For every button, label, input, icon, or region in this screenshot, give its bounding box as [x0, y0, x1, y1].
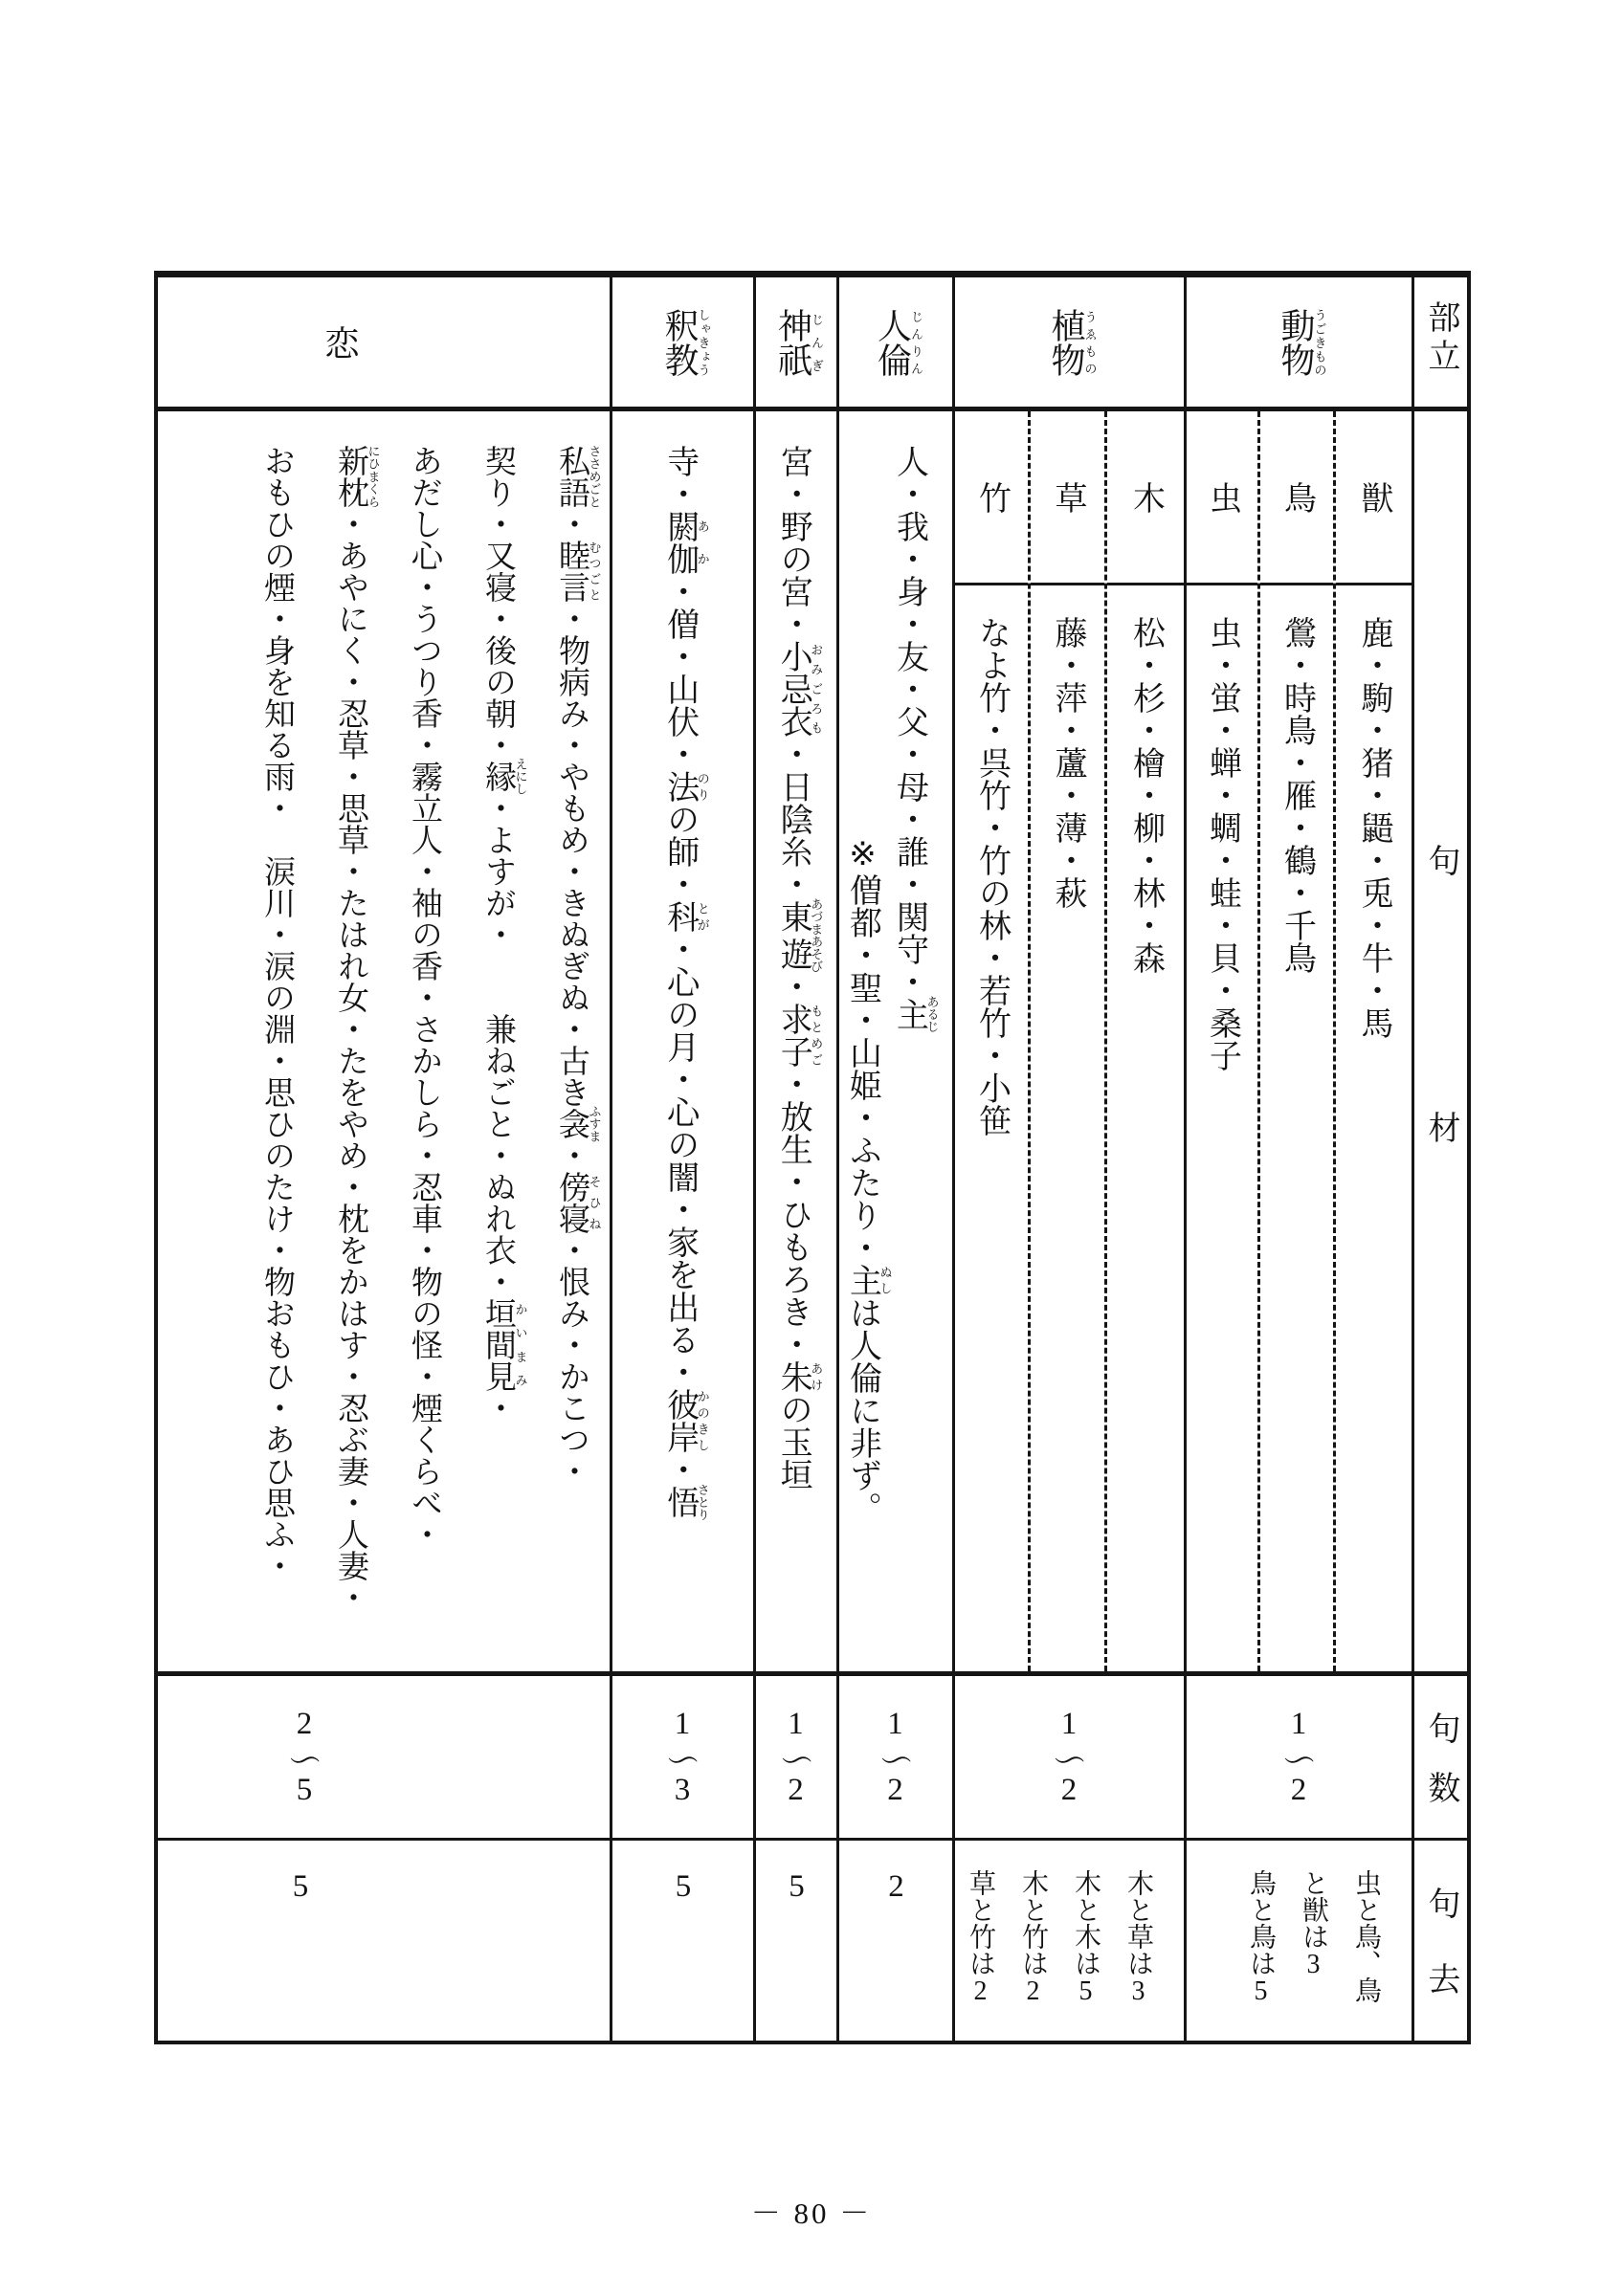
- koi-kyoko-value: 5: [283, 1869, 318, 1904]
- koi-header-cell: [158, 277, 610, 411]
- tori-body-cell: [1260, 585, 1333, 1671]
- subcolumn-tori: [1260, 411, 1336, 1671]
- tori-body-text: 鶯・時鳥・雁・鶴・千鳥: [1278, 616, 1315, 974]
- ki-body-text: 松・杉・檜・柳・林・森: [1127, 616, 1164, 974]
- shokubutsu-kusu-cell: [955, 1676, 1184, 1841]
- shokubutsu-kusu-value: 1～2: [1052, 1707, 1086, 1807]
- jingi-kyoko-cell: [756, 1841, 836, 2041]
- butate-header-char-2: 立: [1423, 338, 1458, 371]
- jinrin-kusu-value: 1～2: [878, 1707, 913, 1807]
- column-jinrin: [839, 277, 955, 2041]
- shakkyo-header: 釈教しゃきょう: [660, 307, 711, 377]
- subcolumn-ki: [1107, 411, 1184, 1671]
- koi-body-text: 私語ささめごと・睦言むつごと・物病み・やもめ・きぬぎぬ・古き衾ふすま・傍寝そひね・恨み・かこつ・ 契り・又寝・後の朝・縁えにし・よすが・ 兼ねごと・ぬれ衣・垣間見かいまみ・ あだし心・うつり香・霧立人・袖の香・さかしら・忍車・物の怪・煙くらべ・ 新枕にひまくら・あやにく・忍草・思草・たはれ女・たをやめ・枕をかはす・忍ぶ妻・人妻・ おもひの煙・身を知る雨・ 涙川・涙の淵・思ひのたけ・物おもひ・あひ思ふ・: [259, 445, 602, 1613]
- kyoko-label-cell: [1414, 1841, 1467, 2041]
- jinrin-body-text: 人・我・身・友・父・母・誰・関守・主あるじ ※僧都・聖・山姫・ふたり・主ぬしは人倫に非ず。: [844, 445, 940, 1524]
- doubutsu-kusu-value: 1～2: [1281, 1707, 1316, 1807]
- doubutsu-header: 動物うごきもの: [1277, 307, 1327, 377]
- subcolumn-kemono: [1336, 411, 1412, 1671]
- shokubutsu-header-cell: [955, 277, 1184, 411]
- tori-subheader: 鳥: [1278, 480, 1315, 514]
- kusu-label-char-1: 句: [1423, 1711, 1458, 1744]
- butate-header-cell: [1414, 277, 1467, 411]
- kemono-body-cell: [1336, 585, 1412, 1671]
- ki-subheader-cell: [1107, 411, 1184, 585]
- jingi-header-cell: [756, 277, 836, 411]
- kyoko-label-char-1: 句: [1423, 1887, 1458, 1919]
- column-koi: [158, 277, 612, 2041]
- koi-kyoko-cell: [158, 1841, 610, 2041]
- kyoko-label: [1417, 1887, 1464, 1995]
- koi-kusu-cell: [158, 1676, 610, 1841]
- doubutsu-subcolumns: [1187, 411, 1412, 1676]
- shakkyo-kyoko-value: 5: [666, 1869, 700, 1904]
- take-subheader: 竹: [973, 480, 1010, 514]
- kuzai-label-char-1: 句: [1423, 844, 1458, 876]
- shakkyo-kyoko-cell: [612, 1841, 753, 2041]
- take-subheader-cell: [955, 411, 1028, 585]
- jinrin-body-cell: [839, 411, 952, 1676]
- kyoko-label-char-2: 去: [1423, 1962, 1458, 1995]
- jingi-kusu-value: 1～2: [778, 1707, 813, 1807]
- ki-body-cell: [1107, 585, 1184, 1671]
- kusa-subheader: 草: [1050, 480, 1086, 514]
- mushi-subheader: 虫: [1204, 480, 1240, 514]
- jinrin-kyoko-cell: [839, 1841, 952, 2041]
- butate-header-char-1: 部: [1423, 299, 1458, 333]
- jingi-kusu-cell: [756, 1676, 836, 1841]
- kusu-label: [1417, 1711, 1464, 1803]
- doubutsu-header-cell: [1187, 277, 1412, 411]
- kuzai-label-cell: [1414, 411, 1467, 1676]
- subcolumn-mushi: [1187, 411, 1260, 1671]
- subcolumn-kusa: [1031, 411, 1107, 1671]
- kemono-subheader-cell: [1336, 411, 1412, 585]
- page-number: － 80 －: [750, 2197, 873, 2230]
- shakkyo-kusu-cell: [612, 1676, 753, 1841]
- take-body-text: なよ竹・呉竹・竹の林・若竹・小笹: [973, 616, 1010, 1137]
- shokubutsu-kyoko-cell: [955, 1841, 1184, 2041]
- jingi-kyoko-value: 5: [779, 1869, 814, 1904]
- jinrin-header: 人倫じんりん: [873, 307, 923, 377]
- jinrin-kyoko-value: 2: [878, 1869, 914, 1904]
- kusu-label-char-2: 数: [1423, 1770, 1458, 1803]
- shakkyo-body-text: 寺・閼伽あか・僧・山伏・法のりの師・科とが・心の月・心の闇・家を出る・彼岸かのきし・悟さとり: [661, 445, 710, 1521]
- column-jingi: [756, 277, 839, 2041]
- column-doubutsu: [1187, 277, 1414, 2041]
- kuzai-label-char-2: 材: [1423, 1111, 1458, 1143]
- column-shokubutsu: [955, 277, 1187, 2041]
- koi-kusu-value: 2～5: [287, 1707, 322, 1807]
- kusa-body-text: 藤・萍・蘆・薄・萩: [1050, 616, 1086, 909]
- doubutsu-kyoko-cell: [1187, 1841, 1412, 2041]
- tori-subheader-cell: [1260, 411, 1333, 585]
- mushi-body-cell: [1187, 585, 1257, 1671]
- kusa-body-cell: [1031, 585, 1104, 1671]
- shokubutsu-kyoko-text: 木と草は3 木と木は5 木と竹は2 草と竹は2: [966, 1869, 1153, 2006]
- kusa-subheader-cell: [1031, 411, 1104, 585]
- ki-subheader: 木: [1127, 480, 1164, 514]
- doubutsu-kusu-cell: [1187, 1676, 1412, 1841]
- jingi-header: 神祇じんぎ: [773, 307, 824, 377]
- haikai-category-table: [154, 271, 1471, 2044]
- koi-body-cell: [158, 411, 610, 1676]
- shakkyo-header-cell: [612, 277, 753, 411]
- doubutsu-kyoko-text: 虫と鳥、鳥 と獣は3 鳥と鳥は5: [1246, 1869, 1381, 2006]
- jingi-body-cell: [756, 411, 836, 1676]
- jinrin-header-cell: [839, 277, 952, 411]
- mushi-body-text: 虫・蛍・蝉・蜩・蛙・貝・桑子: [1204, 616, 1240, 1071]
- column-butate: [1414, 277, 1467, 2041]
- mushi-subheader-cell: [1187, 411, 1257, 585]
- jingi-body-text: 宮・野の宮・小忌衣おみごろも・日陰糸・東遊あづまあそび・求子もとめご・放生・ひもろき・朱あけの玉垣: [775, 445, 824, 1490]
- shokubutsu-header: 植物うゑもの: [1047, 307, 1098, 377]
- butate-header: [1417, 300, 1464, 385]
- shakkyo-kusu-value: 1～3: [665, 1707, 700, 1807]
- jinrin-kusu-cell: [839, 1676, 952, 1841]
- take-body-cell: [955, 585, 1028, 1671]
- kemono-subheader: 獣: [1356, 480, 1392, 514]
- koi-header: 恋: [321, 324, 359, 360]
- subcolumn-take: [955, 411, 1031, 1671]
- kemono-body-text: 鹿・駒・猪・鼯・兎・牛・馬: [1356, 616, 1392, 1039]
- shokubutsu-subcolumns: [955, 411, 1184, 1676]
- column-shakkyo: [612, 277, 756, 2041]
- kusu-label-cell: [1414, 1676, 1467, 1841]
- shakkyo-body-cell: [612, 411, 753, 1676]
